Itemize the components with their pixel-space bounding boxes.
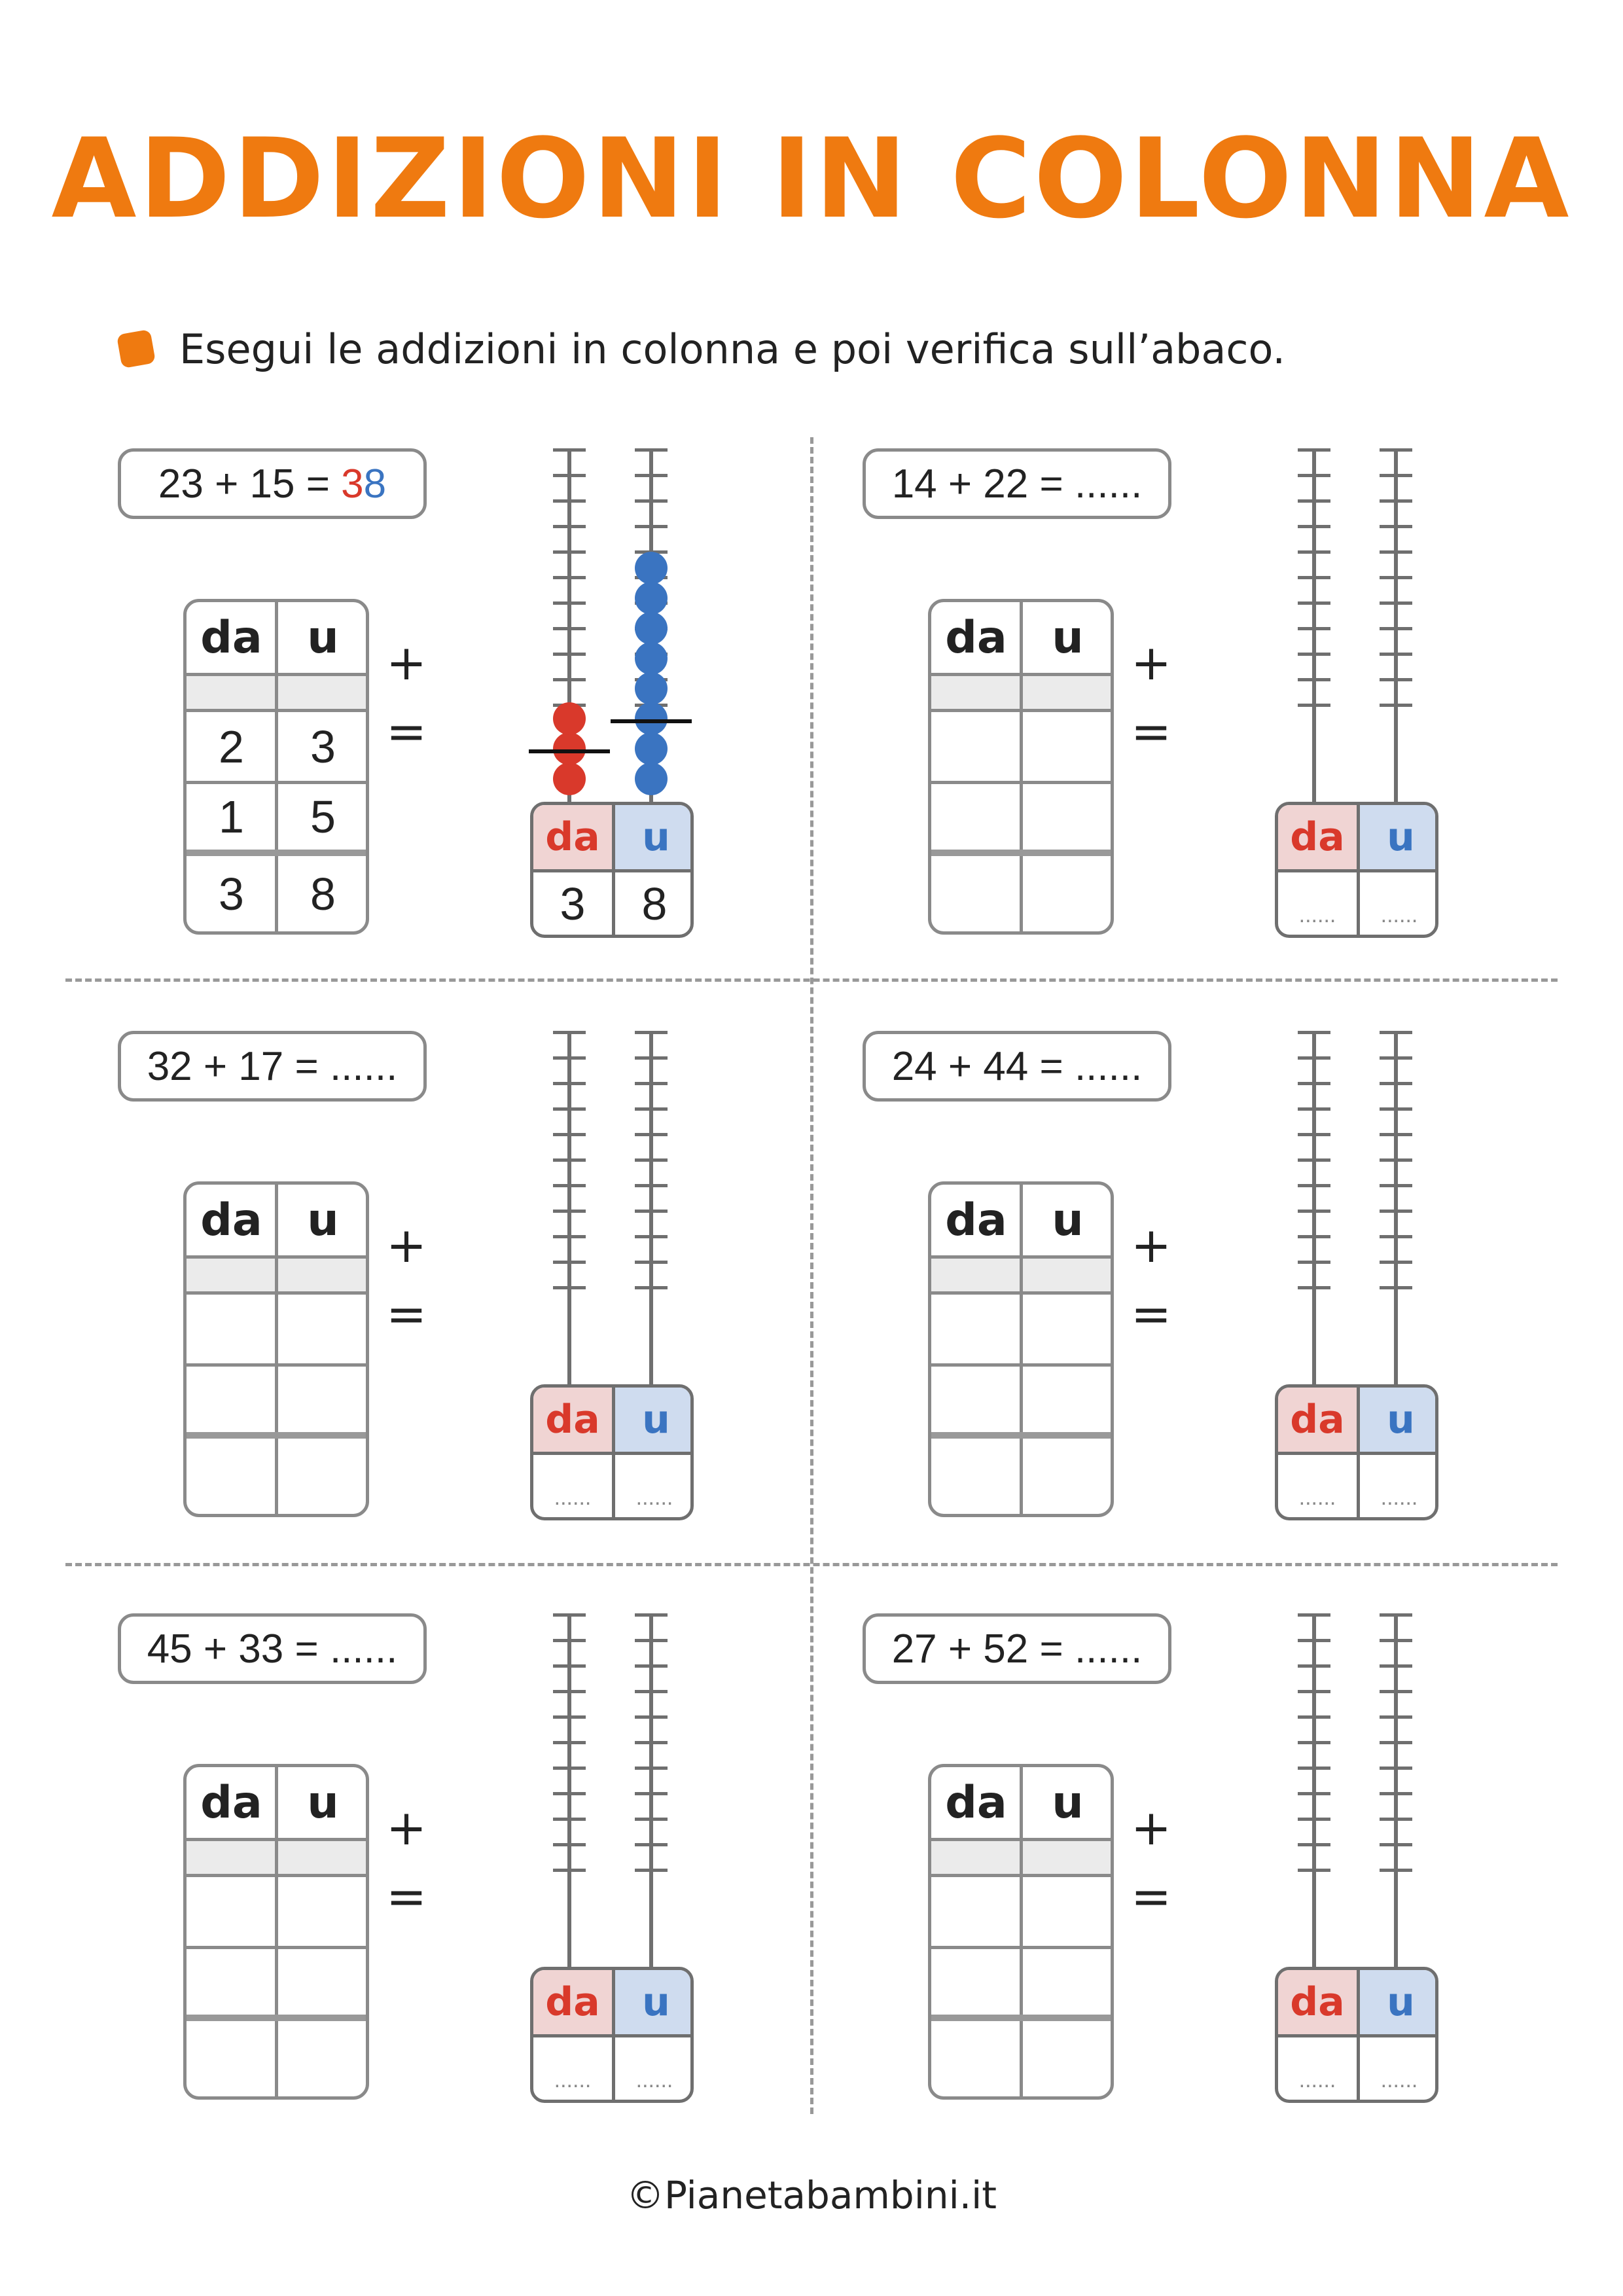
sum-units: 8 [310,868,336,920]
equation-box [863,448,1171,519]
rod-tick [1298,499,1330,503]
bead-tens [553,702,586,735]
rod-tick [1380,499,1412,503]
rod-tick [1380,1158,1412,1162]
rod-tick [553,627,586,630]
abacus-value-units[interactable]: ...... [1380,903,1418,927]
addend1-tens [931,1295,1021,1363]
bead-units [635,732,668,765]
abacus-label-units: u [1360,1388,1438,1452]
rod-tick [1298,1107,1330,1111]
header-units: u [307,1194,339,1246]
plus-sign: + [1131,1800,1172,1856]
rod-tick [1298,1158,1330,1162]
column-table[interactable] [183,1764,369,2100]
sum-units [1023,2021,1113,2096]
rod-tick [1380,1869,1412,1872]
rod-tick [635,1792,668,1795]
rod-tick [1298,1664,1330,1668]
abacus-rod-units [1394,1613,1398,1967]
equals-sign: = [1131,1869,1172,1925]
abacus-value-units[interactable]: ...... [635,1485,673,1510]
header-units: u [307,1776,339,1829]
abacus-rod-units [649,1613,653,1967]
sum-tens [931,856,1021,931]
rod-tick [553,474,586,477]
rod-tick [635,1869,668,1872]
rod-tick [1380,576,1412,579]
rod-tick [1298,1767,1330,1770]
bead-tens [553,732,586,765]
rod-tick [553,1843,586,1846]
equation-box [863,1613,1171,1684]
rod-tick [1298,1843,1330,1846]
addend2-tens [931,784,1021,850]
abacus-value-units[interactable]: ...... [1380,2068,1418,2092]
rod-tick [553,1869,586,1872]
rod-tick [1380,1818,1412,1821]
header-tens: da [200,1776,262,1829]
addend2-units [1023,1949,1113,2015]
rod-tick [1380,1613,1412,1617]
equals-sign: = [386,1286,427,1342]
exercise-1 [118,448,864,985]
abacus-value-units[interactable]: ...... [1380,1485,1418,1510]
bead-units [635,552,668,584]
rod-tick [553,1613,586,1617]
rod-tick [635,1843,668,1846]
rod-tick [1380,1715,1412,1719]
rod-tick [553,1133,586,1136]
rod-tick [1298,1792,1330,1795]
rod-tick [1298,1818,1330,1821]
rod-tick [1380,1639,1412,1642]
abacus-label-tens: da [533,1970,612,2034]
abacus-rod-tens [567,1031,571,1384]
rod-tick [635,474,668,477]
rod-tick [1380,1286,1412,1289]
abacus-label-units: u [615,1970,694,2034]
sum-tens: 3 [219,868,244,920]
rod-tick [1298,1715,1330,1719]
equation-text: 45 + 33 = [147,1626,330,1672]
rod-tick [1298,601,1330,605]
abacus-value-tens[interactable]: 3 [560,878,586,929]
abacus-rod-units [1394,1031,1398,1384]
sum-units [278,1439,368,1514]
equation-text: 23 + 15 = [158,461,342,507]
rod-tick [635,1261,668,1264]
rod-tick [635,1158,668,1162]
sum-units [1023,856,1113,931]
rod-tick [1380,1767,1412,1770]
rod-tick [1380,1235,1412,1238]
instruction-text: Esegui le addizioni in colonna e poi verifica sull’abaco. [179,325,1286,373]
addend2-tens: 1 [219,791,244,842]
exercise-5 [118,1613,864,2150]
sum-units [278,2021,368,2096]
addend2-tens [187,1367,276,1432]
rod-tick [635,1286,668,1289]
rod-tick [1298,653,1330,656]
instruction [119,319,1285,378]
footer-copyright: ©Pianetabambini.it [626,2173,997,2217]
column-table[interactable] [183,599,369,935]
abacus-rod-tens [1312,448,1316,802]
header-tens: da [945,1776,1007,1829]
rod-tick [635,1184,668,1187]
exercise-6 [863,1613,1609,2150]
addend2-units: 5 [310,791,336,842]
rod-tick [1298,1639,1330,1642]
abacus-label-units: u [1360,1970,1438,2034]
abacus-label-units: u [1360,805,1438,869]
rod-tick [553,550,586,554]
rod-tick [1380,1843,1412,1846]
addend1-tens [931,1877,1021,1946]
rod-tick [553,1741,586,1744]
result-units: 8 [363,461,387,507]
abacus [1275,448,1445,933]
rod-tick [553,678,586,681]
equation-box [118,448,427,519]
rod-tick [1298,1184,1330,1187]
rod-tick [635,1818,668,1821]
equals-sign: = [386,704,427,760]
rod-tick [1298,1286,1330,1289]
rod-tick [1298,678,1330,681]
tens-marker [529,749,610,753]
addend1-tens [187,1877,276,1946]
rod-tick [1380,627,1412,630]
equals-sign: = [1131,1286,1172,1342]
equals-sign: = [1131,704,1172,760]
rod-tick [553,653,586,656]
rod-tick [635,1767,668,1770]
header-tens: da [945,611,1007,664]
addend2-tens [187,1949,276,2015]
sum-units [1023,1439,1113,1514]
rod-tick [1298,1869,1330,1872]
abacus [530,1031,700,1515]
column-table[interactable] [183,1181,369,1517]
rod-tick [635,525,668,528]
abacus-value-tens[interactable]: ...... [554,1485,592,1510]
page-title: ADDIZIONI IN COLONNA [51,115,1572,243]
rod-tick [1298,1210,1330,1213]
rod-tick [1380,550,1412,554]
rod-tick [1380,1741,1412,1744]
rod-tick [635,1133,668,1136]
rod-tick [1380,1107,1412,1111]
rod-tick [635,448,668,452]
plus-sign: + [1131,1217,1172,1274]
addend2-units [1023,784,1113,850]
abacus [1275,1613,1445,2098]
rod-tick [1380,525,1412,528]
addend1-units [278,1295,368,1363]
addend2-units [278,1367,368,1432]
sum-tens [187,2021,276,2096]
bead-units [635,762,668,795]
rod-tick [553,576,586,579]
rod-tick [635,1741,668,1744]
rod-tick [1298,1690,1330,1693]
rod-tick [553,1792,586,1795]
rod-tick [1380,1261,1412,1264]
rod-tick [1298,1235,1330,1238]
rod-tick [553,1818,586,1821]
rod-tick [1298,1133,1330,1136]
abacus-rod-tens [567,1613,571,1967]
abacus-rod-units [1394,448,1398,802]
bead-units [635,702,668,735]
rod-tick [553,1261,586,1264]
rod-tick [635,1613,668,1617]
abacus-label-tens: da [1278,1970,1357,2034]
rod-tick [553,1767,586,1770]
rod-tick [1298,1082,1330,1085]
rod-tick [1298,1741,1330,1744]
rod-tick [635,1210,668,1213]
abacus-base [1275,802,1438,938]
rod-tick [1380,1056,1412,1060]
rod-tick [1380,704,1412,707]
rod-tick [1298,576,1330,579]
abacus-rod-tens [1312,1031,1316,1384]
rod-tick [553,448,586,452]
rod-tick [1380,474,1412,477]
plus-sign: + [386,635,427,691]
rod-tick [1380,1210,1412,1213]
rod-tick [1298,704,1330,707]
rod-tick [553,601,586,605]
sum-tens [187,1439,276,1514]
column-table[interactable] [928,599,1114,935]
equation-box [863,1031,1171,1102]
equation-text: 32 + 17 = [147,1043,330,1089]
sum-tens [931,2021,1021,2096]
addend1-units [1023,1295,1113,1363]
header-units: u [1052,1776,1084,1829]
abacus-base [530,1967,694,2103]
header-units: u [1052,1194,1084,1246]
exercise-2 [863,448,1609,985]
header-units: u [307,611,339,664]
rod-tick [1380,1031,1412,1034]
result-tens: 3 [341,461,364,507]
equals-sign: = [386,1869,427,1925]
header-tens: da [945,1194,1007,1246]
abacus-label-tens: da [1278,805,1357,869]
abacus-value-tens[interactable]: ...... [1298,1485,1336,1510]
rod-tick [553,1082,586,1085]
rod-tick [553,1031,586,1034]
rod-tick [1298,627,1330,630]
plus-sign: + [386,1217,427,1274]
rod-tick [1380,1690,1412,1693]
bead-units [635,612,668,645]
column-table[interactable] [928,1181,1114,1517]
exercise-3 [118,1031,864,1568]
bead-tens [553,762,586,795]
rod-tick [553,525,586,528]
rod-tick [635,1664,668,1668]
rod-tick [635,1082,668,1085]
rod-tick [635,1639,668,1642]
header-units: u [1052,611,1084,664]
addend2-units [278,1949,368,2015]
rod-tick [553,1690,586,1693]
abacus-value-tens[interactable]: ...... [1298,903,1336,927]
result-blank: ...... [1074,461,1143,507]
rod-tick [1380,1184,1412,1187]
abacus-label-units: u [615,1388,694,1452]
rod-tick [635,1107,668,1111]
equation-box [118,1613,427,1684]
rod-tick [1380,1133,1412,1136]
abacus-label-units: u [615,805,694,869]
result-blank: ...... [1074,1043,1143,1089]
rod-tick [1380,601,1412,605]
rod-tick [553,499,586,503]
rod-tick [1298,1056,1330,1060]
abacus-label-tens: da [533,1388,612,1452]
rod-tick [553,1639,586,1642]
equation-text: 24 + 44 = [891,1043,1075,1089]
addend1-units [1023,712,1113,781]
abacus-value-units[interactable]: 8 [641,878,668,929]
rod-tick [1298,448,1330,452]
addend2-tens [931,1949,1021,2015]
header-tens: da [200,611,262,664]
result-blank: ...... [329,1626,398,1672]
rod-tick [1298,1031,1330,1034]
plus-sign: + [386,1800,427,1856]
rod-tick [635,1715,668,1719]
abacus-rod-units [649,1031,653,1384]
header-tens: da [200,1194,262,1246]
rod-tick [1380,678,1412,681]
addend2-tens [931,1367,1021,1432]
bead-units [635,672,668,705]
addend1-tens [931,712,1021,781]
rod-tick [1380,1792,1412,1795]
abacus-base [1275,1384,1438,1520]
rod-tick [1298,550,1330,554]
rod-tick [553,1286,586,1289]
plus-sign: + [1131,635,1172,691]
units-marker [611,719,692,723]
abacus [530,1613,700,2098]
abacus-value-tens[interactable]: ...... [1298,2068,1336,2092]
abacus-rod-tens [1312,1613,1316,1967]
rod-tick [553,1235,586,1238]
rod-tick [1298,525,1330,528]
equation-box [118,1031,427,1102]
rod-tick [553,1158,586,1162]
rod-tick [1380,1082,1412,1085]
rod-tick [635,1235,668,1238]
rod-tick [553,1210,586,1213]
bead-units [635,642,668,675]
equation-text: 27 + 52 = [891,1626,1075,1672]
rod-tick [1380,448,1412,452]
rod-tick [1298,1261,1330,1264]
rod-tick [553,1107,586,1111]
abacus-label-tens: da [533,805,612,869]
abacus-value-tens[interactable]: ...... [554,2068,592,2092]
bullet-icon [116,329,156,368]
column-table[interactable] [928,1764,1114,2100]
abacus-base [530,802,694,938]
rod-tick [1298,474,1330,477]
abacus-label-tens: da [1278,1388,1357,1452]
rod-tick [635,1056,668,1060]
addend1-tens [187,1295,276,1363]
result-blank: ...... [329,1043,398,1089]
addend1-units [278,1877,368,1946]
rod-tick [553,1715,586,1719]
exercise-4 [863,1031,1609,1568]
equation-text: 14 + 22 = [891,461,1075,507]
rod-tick [553,1056,586,1060]
addend1-units [1023,1877,1113,1946]
rod-tick [1380,1664,1412,1668]
abacus [1275,1031,1445,1515]
abacus [530,448,700,933]
result-blank: ...... [1074,1626,1143,1672]
bead-units [635,582,668,615]
rod-tick [635,1690,668,1693]
rod-tick [635,1031,668,1034]
addend1-tens: 2 [219,721,244,772]
rod-tick [1380,653,1412,656]
abacus-value-units[interactable]: ...... [635,2068,673,2092]
addend2-units [1023,1367,1113,1432]
rod-tick [635,499,668,503]
rod-tick [553,1664,586,1668]
rod-tick [553,1184,586,1187]
abacus-base [1275,1967,1438,2103]
abacus-base [530,1384,694,1520]
sum-tens [931,1439,1021,1514]
addend1-units: 3 [310,721,336,772]
rod-tick [1298,1613,1330,1617]
